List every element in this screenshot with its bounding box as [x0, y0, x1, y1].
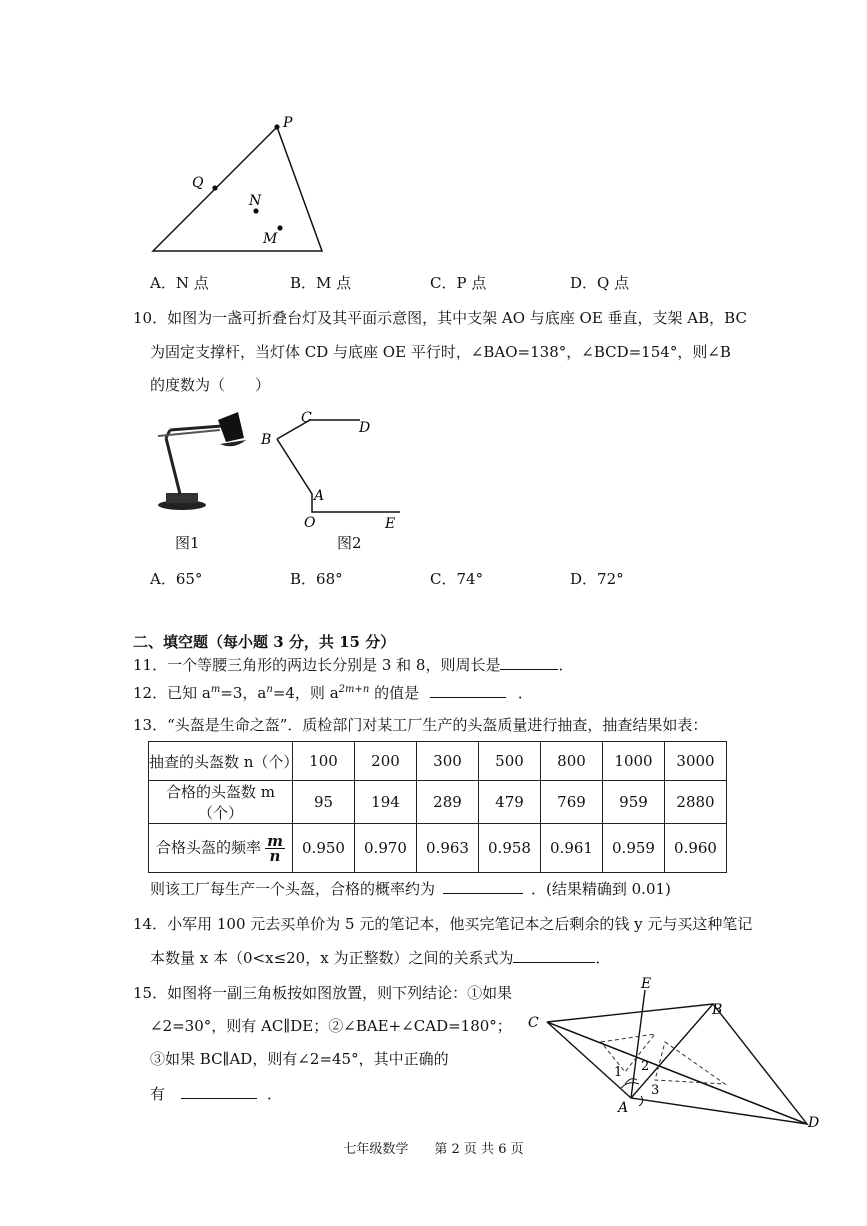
lamp-photo-icon — [150, 408, 250, 518]
label-c: C — [301, 410, 312, 426]
q15-answer-blank[interactable] — [181, 1084, 257, 1099]
q14-line1: 14．小军用 100 元去买单价为 5 元的笔记本，他买完笔记本之后剩余的钱 y 元与买这种笔记 — [133, 915, 753, 933]
table-row: 抽查的头盔数 n（个） 100 200 300 500 800 1000 3000 — [149, 742, 727, 781]
table-row: 合格头盔的频率 $\frac{m}{n}$ 0.950 0.970 0.963 0.958 0.961 0.959 0.960 — [149, 824, 727, 873]
q15-line4: 有 ． — [150, 1085, 283, 1103]
q15-line3: ③如果 BC∥AD，则有∠2=45°，其中正确的 — [150, 1050, 449, 1068]
q10-line3: 的度数为（ ） — [150, 376, 271, 394]
label-q: Q — [192, 175, 204, 191]
label-e: E — [385, 516, 396, 532]
angle-2: 2 — [641, 1059, 650, 1074]
q9-triangle-figure — [145, 112, 345, 262]
option-d[interactable]: D．72° — [570, 570, 624, 588]
label-a: A — [314, 488, 325, 504]
label-d: D — [808, 1115, 820, 1131]
option-c[interactable]: C．P 点 — [430, 274, 487, 292]
q12-answer-blank[interactable] — [430, 683, 506, 698]
section-heading: 二、填空题（每小题 3 分，共 15 分） — [133, 633, 396, 651]
fig2-caption: 图2 — [337, 534, 362, 552]
q10-line1: 10．如图为一盏可折叠台灯及其平面示意图，其中支架 AO 与底座 OE 垂直，支架 AB，BC — [133, 309, 747, 327]
option-b[interactable]: B．68° — [290, 570, 343, 588]
option-a[interactable]: A．N 点 — [150, 274, 209, 292]
label-d: D — [359, 420, 371, 436]
label-e: E — [641, 976, 652, 992]
label-a: A — [618, 1100, 629, 1116]
q10-options — [150, 568, 710, 589]
option-d[interactable]: D．Q 点 — [570, 274, 630, 292]
option-b[interactable]: B．M 点 — [290, 274, 352, 292]
q14-answer-blank[interactable] — [513, 948, 595, 963]
q13-after: 则该工厂每生产一个头盔，合格的概率约为 ．(结果精确到 0.01) — [150, 880, 671, 898]
table-row: 合格的头盔数 m（个） 95 194 289 479 769 959 2880 — [149, 781, 727, 824]
q10-line2: 为固定支撑杆，当灯体 CD 与底座 OE 平行时，∠BAO=138°，∠BCD=154°，则∠B — [150, 343, 731, 361]
row2-header: 合格的头盔数 m（个） — [149, 781, 293, 824]
angle-3: 3 — [651, 1083, 660, 1098]
label-c: C — [528, 1015, 539, 1031]
q15-line1: 15．如图将一副三角板按如图放置，则下列结论：①如果 — [133, 984, 513, 1002]
row3-header: 合格头盔的频率 $\frac{m}{n}$ — [149, 824, 293, 873]
q13-table — [148, 741, 727, 873]
q15-line2: ∠2=30°，则有 AC∥DE；②∠BAE+∠CAD=180°； — [150, 1017, 512, 1035]
label-o: O — [304, 515, 316, 531]
fig1-caption: 图1 — [175, 534, 200, 552]
angle-1: 1 — [614, 1065, 623, 1080]
q13-intro: 13．“头盔是生命之盔”．质检部门对某工厂生产的头盔质量进行抽查，抽查结果如表： — [133, 716, 708, 734]
label-b: B — [712, 1002, 723, 1018]
q14-line2: 本数量 x 本（0<x≤20，x 为正整数）之间的关系式为 ． — [150, 949, 611, 967]
label-b: B — [261, 432, 272, 448]
q13-answer-blank[interactable] — [443, 879, 523, 894]
q12: 12．已知 $a^m=3$，$a^n=4$，则 $a^{2m+n}$ 的值是 ． — [133, 684, 533, 702]
q11: 11．一个等腰三角形的两边长分别是 3 和 8，则周长是 ． — [133, 656, 574, 674]
page-footer: 七年级数学 第 2 页 共 6 页 — [343, 1142, 524, 1157]
label-p: P — [283, 115, 293, 131]
label-m: M — [263, 231, 278, 247]
option-a[interactable]: A．65° — [150, 570, 203, 588]
q15-triangle-boards-figure — [525, 972, 825, 1132]
q11-answer-blank[interactable] — [500, 655, 558, 670]
q10-geometry-figure — [255, 408, 405, 533]
label-n: N — [249, 193, 262, 209]
option-c[interactable]: C．74° — [430, 570, 484, 588]
row1-header: 抽查的头盔数 n（个） — [149, 742, 293, 781]
q9-options — [150, 272, 710, 293]
